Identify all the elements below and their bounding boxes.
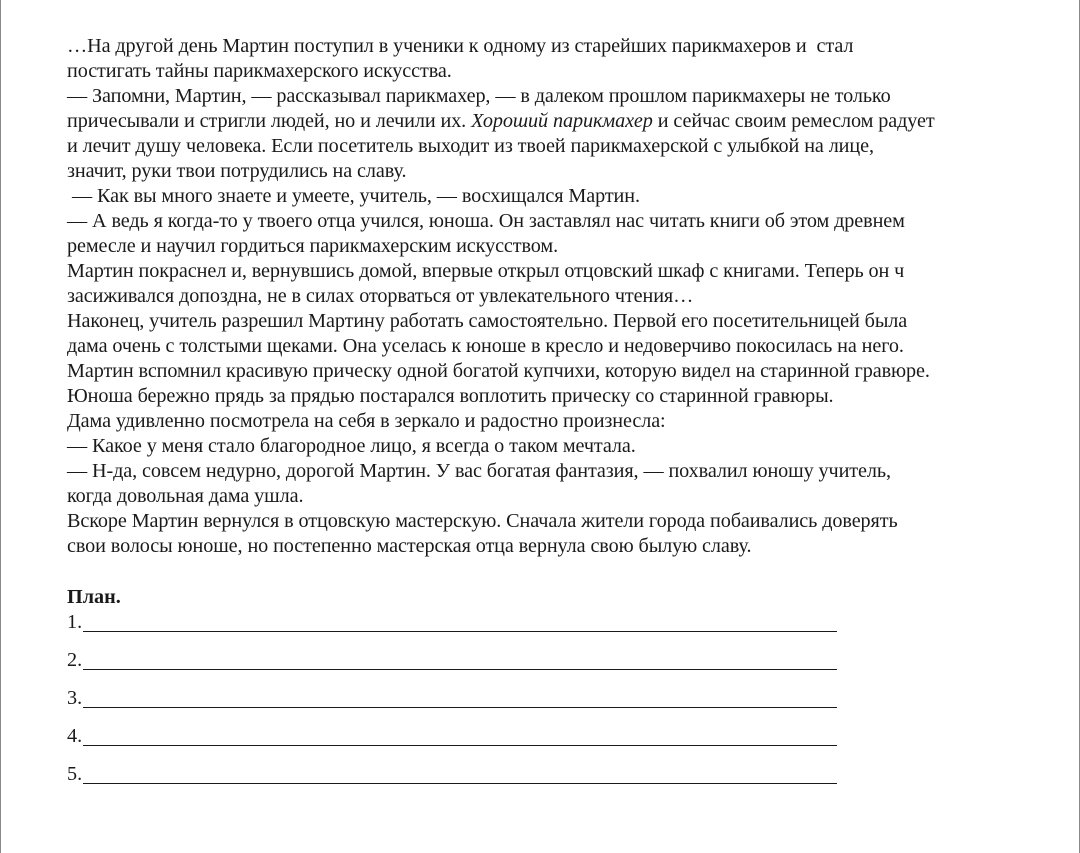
story-line: Мартин вспомнил красивую прическу одной богатой купчихи, которую видел на старинной гравюре.: [67, 360, 930, 382]
story-line: значит, руки твои потрудились на славу.: [67, 160, 407, 182]
story-line: — А ведь я когда-то у твоего отца учился, юноша. Он заставлял нас читать книги об этом древнем: [67, 210, 905, 232]
story-line: Мартин покраснел и, вернувшись домой, впервые открыл отцовский шкаф с книгами. Теперь он ч: [67, 260, 905, 282]
plan-item-number: 3.: [67, 687, 83, 709]
plan-item-3[interactable]: [67, 686, 837, 711]
story-line: Дама удивленно посмотрела на себя в зеркало и радостно произнесла:: [67, 410, 666, 432]
plan-item-2[interactable]: [67, 648, 837, 673]
story-line: засиживался допоздна, не в силах оторваться от увлекательного чтения…: [67, 285, 694, 307]
story-line: дама очень с толстыми щеками. Она уселась к юноше в кресло и недоверчиво покосилась на него.: [67, 335, 904, 357]
answer-line[interactable]: [83, 669, 837, 670]
story-line: — Н-да, совсем недурно, дорогой Мартин. У вас богатая фантазия, — похвалил юношу учитель,: [67, 460, 891, 482]
plan-item-1[interactable]: [67, 610, 837, 635]
plan-item-4[interactable]: [67, 724, 837, 749]
story-line: Наконец, учитель разрешил Мартину работать самостоятельно. Первой его посетительницей была: [67, 310, 908, 332]
plan-item-number: 2.: [67, 649, 83, 671]
story-line-part: и сейчас своим ремеслом радует: [652, 110, 935, 132]
story-line: — Какое у меня стало благородное лицо, я всегда о таком мечтала.: [67, 435, 636, 457]
answer-line[interactable]: [83, 631, 837, 632]
story-line: и лечит душу человека. Если посетитель выходит из твоей парикмахерской с улыбкой на лице,: [67, 135, 874, 157]
story-line: постигать тайны парикмахерского искусства.: [67, 60, 452, 82]
story-line-with-italic: [67, 109, 1027, 134]
story-line: ремесле и научил гордиться парикмахерским искусством.: [67, 235, 559, 257]
story-line: Вскоре Мартин вернулся в отцовскую мастерскую. Сначала жители города побаивались доверять: [67, 510, 898, 532]
story-line: …На другой день Мартин поступил в ученики к одному из старейших парикмахеров и стал: [67, 35, 854, 57]
answer-line[interactable]: [83, 783, 837, 784]
story-line: Юноша бережно прядь за прядью постарался воплотить прическу со старинной гравюры.: [67, 385, 834, 407]
story-line: когда довольная дама ушла.: [67, 485, 304, 507]
story-line: свои волосы юноше, но постепенно мастерская отца вернула свою былую славу.: [67, 535, 752, 557]
answer-line[interactable]: [83, 707, 837, 708]
plan-title: План.: [67, 586, 121, 608]
story-line: — Запомни, Мартин, — рассказывал парикмахер, — в далеком прошлом парикмахеры не только: [67, 85, 891, 107]
story-line: — Как вы много знаете и умеете, учитель, — восхищался Мартин.: [67, 185, 640, 207]
answer-line[interactable]: [83, 745, 837, 746]
plan-item-number: 4.: [67, 725, 83, 747]
plan-item-number: 5.: [67, 763, 83, 785]
italic-phrase: Хороший парикмахер: [471, 110, 653, 132]
plan-item-5[interactable]: [67, 762, 837, 787]
plan-item-number: 1.: [67, 611, 83, 633]
story-text: [67, 34, 1027, 559]
story-line-part: причесывали и стригли людей, но и лечили их.: [67, 110, 472, 132]
